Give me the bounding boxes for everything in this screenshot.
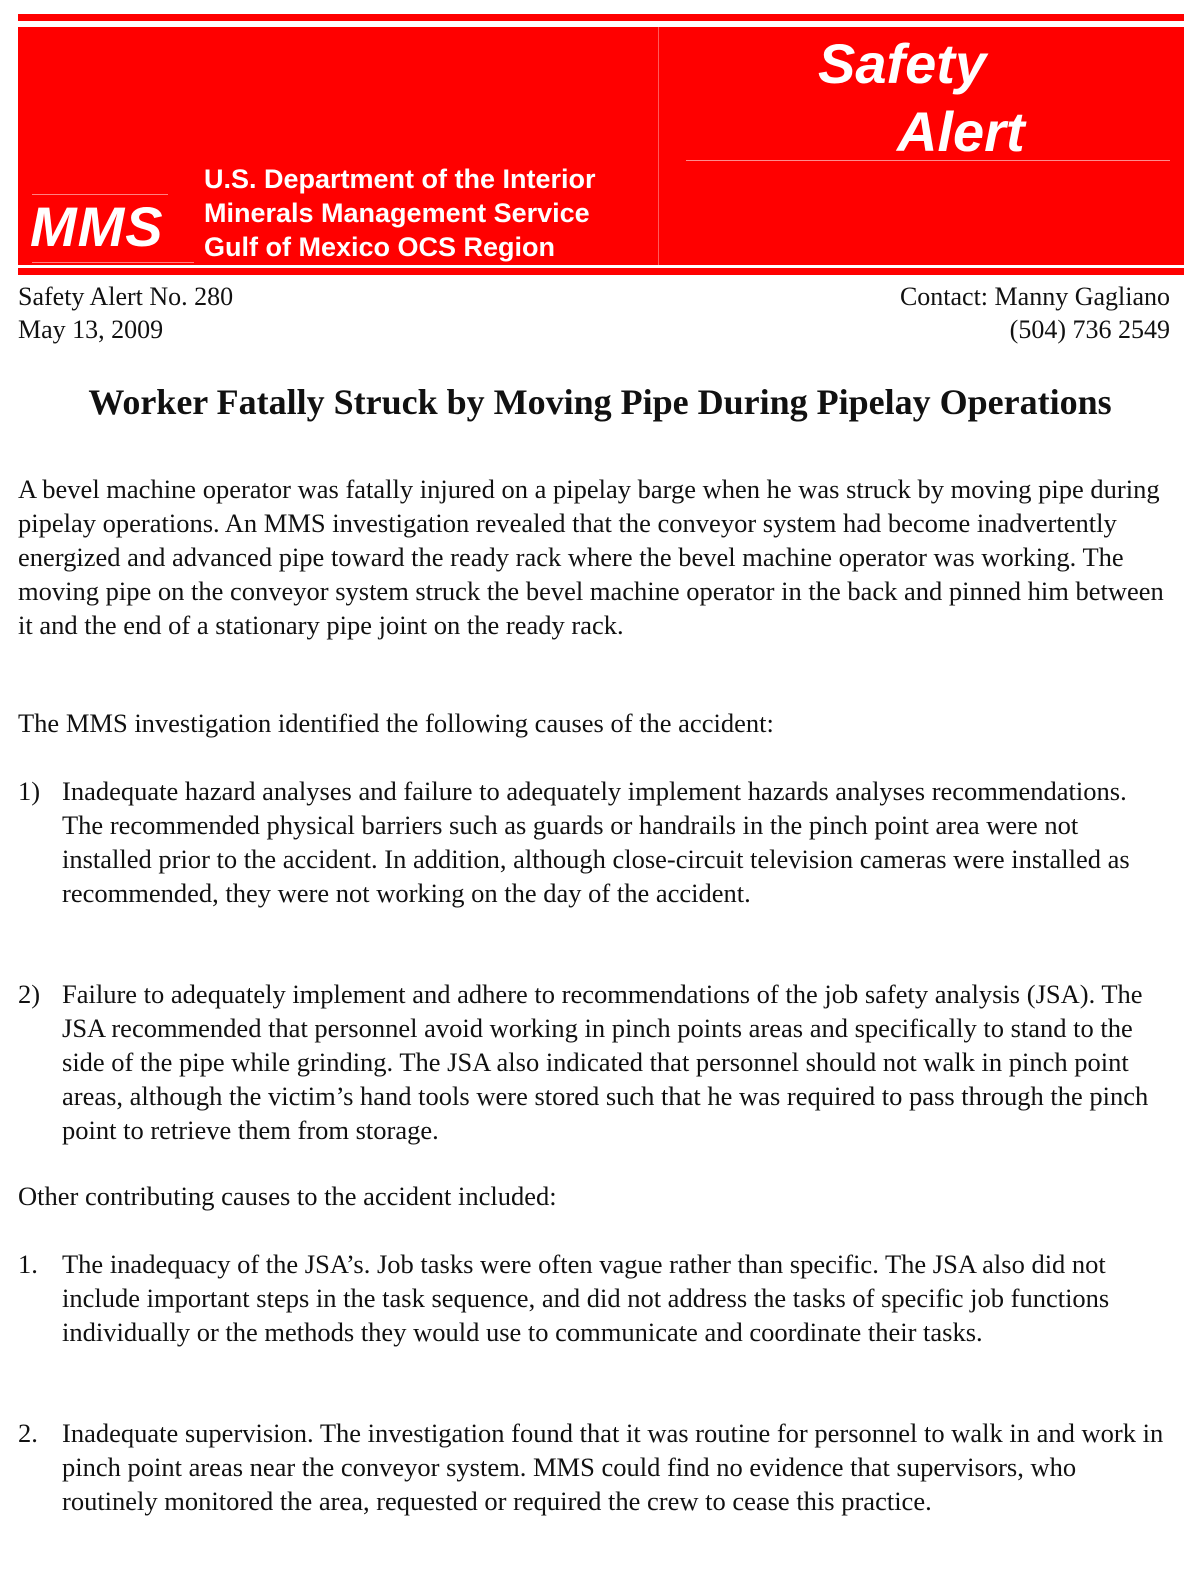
other-cause-number: 2.: [18, 1418, 38, 1448]
alert-number: Safety Alert No. 280: [18, 282, 234, 311]
other-cause-text: The inadequacy of the JSA’s. Job tasks were often vague rather than specific. The JSA also did not include important steps in the task sequence, and did not address the tasks of specific job functions individually or the methods they would use to communicate and coordinate their tasks.: [62, 1249, 1110, 1347]
safety-alert-title-line1: Safety: [818, 32, 987, 95]
cause-item: [18, 774, 1168, 910]
contact-info: [900, 280, 1170, 346]
other-causes-intro: Other contributing causes to the accident included:: [18, 1181, 557, 1211]
alert-date: May 13, 2009: [18, 315, 164, 344]
other-cause-item: [18, 1416, 1168, 1518]
cause-text: Inadequate hazard analyses and failure to adequately implement hazards analyses recommendations. The recommended physical barriers such as guards or handrails in the pinch point area were not installed prior to the accident. In addition, although close-circuit television cameras were installed as recommended, they were not working on the day of the accident.: [62, 776, 1130, 908]
header-top-rule: [18, 14, 1184, 21]
other-cause-text: Inadequate supervision. The investigation found that it was routine for personnel to walk in and work in pinch point areas near the conveyor system. MMS could find no evidence that supervisors, who routinely monitored the area, requested or required the crew to cease this practice.: [62, 1418, 1164, 1516]
cause-item: [18, 977, 1168, 1147]
document-title: Worker Fatally Struck by Moving Pipe During Pipelay Operations: [88, 382, 1112, 422]
safety-alert-title-line2: Alert: [897, 100, 1025, 163]
contact-name: Contact: Manny Gagliano: [899, 282, 1170, 311]
header-bottom-rule: [18, 268, 1184, 275]
other-cause-number: 1.: [18, 1249, 38, 1279]
cause-number: 2): [18, 979, 41, 1009]
cause-text: Failure to adequately implement and adhere to recommendations of the job safety analysis (JSA). The JSA recommended that personnel avoid working in pinch points areas and specifically to stand to the side of the pipe while grinding. The JSA also indicated that personnel should not walk in pinch point areas, although the victim’s hand tools were stored such that he was required to pass through the pinch point to retrieve them from storage.: [62, 979, 1149, 1145]
contact-phone: (504) 736 2549: [1009, 315, 1170, 344]
agency-line-service: Minerals Management Service: [204, 198, 590, 228]
logo-frame-bottom: [32, 262, 194, 263]
mms-logo: MMS: [30, 195, 164, 258]
alert-info: [18, 280, 233, 346]
agency-name: [204, 162, 596, 264]
agency-line-department: U.S. Department of the Interior: [204, 164, 596, 194]
cause-number: 1): [18, 776, 41, 806]
other-cause-item: [18, 1247, 1168, 1349]
causes-intro: The MMS investigation identified the following causes of the accident:: [18, 708, 774, 738]
banner-divider: [658, 27, 659, 265]
intro-paragraph: A bevel machine operator was fatally injured on a pipelay barge when he was struck by moving pipe during pipelay operations. An MMS investigation revealed that the conveyor system had become inadvertently energized and advanced pipe toward the ready rack where the bevel machine operator was working. The moving pipe on the conveyor system struck the bevel machine operator in the back and pinned him between it and the end of a stationary pipe joint on the ready rack.: [18, 474, 1164, 640]
agency-line-region: Gulf of Mexico OCS Region: [204, 232, 556, 262]
